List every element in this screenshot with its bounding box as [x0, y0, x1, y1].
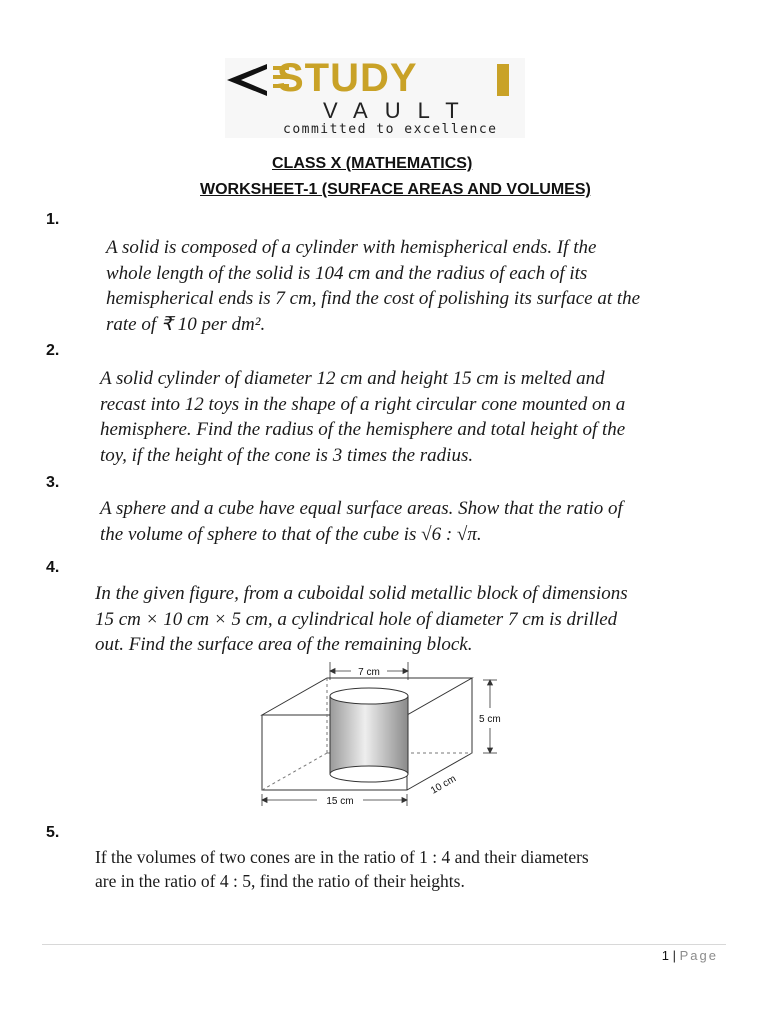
question-number: 3.	[46, 474, 60, 491]
page-word: Page	[679, 948, 718, 963]
question-line: A sphere and a cube have equal surface areas. Show that the ratio of	[100, 498, 623, 519]
question-line: recast into 12 toys in the shape of a right circular cone mounted on a	[100, 393, 626, 415]
question-line: hemispherical ends is 7 cm, find the cost of polishing its surface at the	[106, 288, 641, 309]
question-text	[100, 366, 625, 468]
question-text	[100, 496, 623, 547]
footer-separator: |	[672, 948, 676, 963]
logo-sub: VAULT	[323, 98, 476, 123]
question-line: A solid is composed of a cylinder with hemispherical ends. If the	[106, 237, 597, 258]
cuboid-figure	[255, 660, 515, 810]
question-line: rate of ₹ 10 per dm².	[106, 313, 266, 335]
page-subtitle: WORKSHEET-1 (SURFACE AREAS AND VOLUMES)	[200, 181, 591, 198]
question-line: If the volumes of two cones are in the ratio of 1 : 4 and their diameters	[95, 847, 589, 867]
question-text	[106, 235, 640, 337]
logo-word: STUDY	[277, 56, 418, 100]
cylinder-hole	[330, 688, 408, 782]
page-number: 1	[661, 948, 669, 963]
logo-tagline: committed to excellence	[283, 122, 498, 137]
question-number: 5.	[46, 824, 60, 841]
question-line: hemisphere. Find the radius of the hemisphere and total height of the	[100, 419, 626, 440]
question-line: A solid cylinder of diameter 12 cm and height 15 cm is melted and	[100, 368, 605, 389]
question-text	[95, 581, 628, 658]
question-line: toy, if the height of the cone is 3 times the radius.	[100, 444, 474, 466]
page-footer	[662, 948, 718, 963]
question-line: the volume of sphere to that of the cube is √6 : √π.	[100, 523, 482, 545]
study-vault-logo	[225, 58, 525, 138]
dimension-label-depth: 10 cm	[429, 773, 459, 797]
question-line: are in the ratio of 4 : 5, find the ratio of their heights.	[95, 871, 465, 891]
dimension-label-height: 5 cm	[479, 714, 501, 725]
page-title: CLASS X (MATHEMATICS)	[272, 155, 473, 172]
question-line: out. Find the surface area of the remaining block.	[95, 634, 473, 655]
question-line: 15 cm × 10 cm × 5 cm, a cylindrical hole of diameter 7 cm is drilled	[95, 608, 618, 630]
dimension-label-diameter: 7 cm	[358, 667, 380, 678]
question-number: 2.	[46, 342, 60, 359]
question-number: 1.	[46, 211, 60, 228]
dimension-label-length: 15 cm	[326, 796, 354, 807]
question-text	[95, 845, 589, 893]
footer-divider	[42, 944, 726, 945]
question-number: 4.	[46, 559, 60, 576]
question-line: whole length of the solid is 104 cm and the radius of each of its	[106, 262, 588, 284]
question-line: In the given figure, from a cuboidal solid metallic block of dimensions	[95, 583, 628, 604]
